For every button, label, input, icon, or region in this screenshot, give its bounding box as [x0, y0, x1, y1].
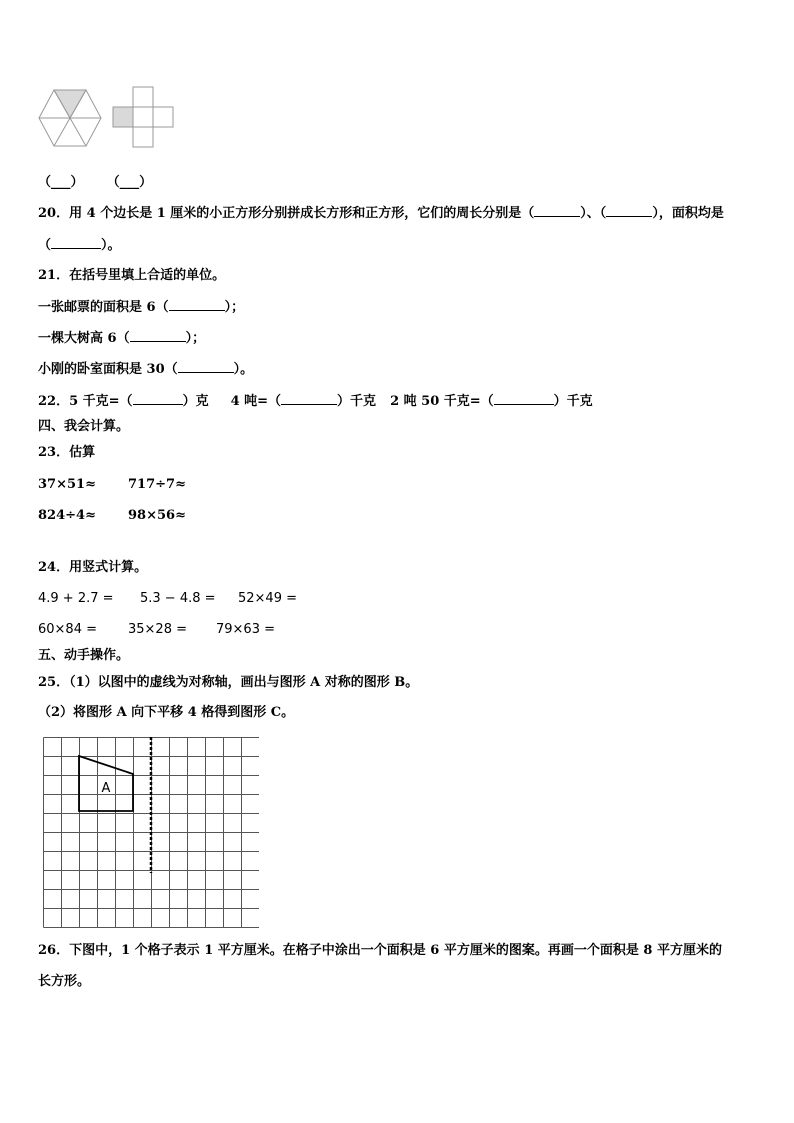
figure-answer-row	[38, 174, 152, 192]
question-number: 20．	[38, 206, 70, 221]
item-text: ）千克	[553, 394, 593, 409]
item-text: 一张邮票的面积是 6（	[38, 300, 169, 315]
question-text: ）、（	[580, 206, 607, 221]
question-25-part2: （2）将图形 A 向下平移 4 格得到图形 C。	[38, 705, 295, 720]
cube-net-figure	[111, 86, 175, 148]
question-number: 22．	[38, 394, 70, 409]
answer-blank[interactable]	[606, 204, 652, 217]
question-24	[38, 559, 147, 577]
answer-blank-hexagon[interactable]: （___）	[38, 175, 84, 190]
question-20	[38, 204, 724, 223]
calc-item: 52×49 =	[238, 591, 298, 606]
item-text: ）千克	[337, 394, 377, 409]
shape-a-label: A	[101, 781, 111, 796]
answer-blank[interactable]	[178, 360, 234, 373]
question-number: 25．	[38, 675, 70, 690]
question-title: 在括号里填上合适的单位。	[69, 268, 226, 283]
question-number: 24．	[38, 560, 70, 575]
question-text: ）。	[101, 238, 121, 253]
item-text: 2 吨 50 千克=（	[390, 394, 494, 409]
item-text: 4 吨=（	[230, 394, 282, 409]
grid-figure[interactable]	[43, 737, 259, 929]
question-title: 用竖式计算。	[69, 560, 148, 575]
item-text: ）克	[182, 394, 209, 409]
question-20-cont	[38, 236, 121, 255]
calc-row	[38, 621, 275, 639]
question-26-cont: 长方形。	[38, 974, 91, 989]
item-text: 5 千克=（	[69, 394, 133, 409]
answer-blank[interactable]	[130, 329, 186, 342]
question-26	[38, 942, 722, 960]
question-22	[38, 392, 593, 411]
answer-blank[interactable]	[51, 236, 101, 249]
item-text: ）。	[233, 362, 254, 377]
calc-item: 60×84 =	[38, 622, 98, 637]
question-21-item	[38, 329, 205, 348]
calc-item: 79×63 =	[216, 622, 276, 637]
estimate-item: 98×56≈	[128, 508, 186, 523]
calc-item: 5.3 − 4.8 =	[140, 591, 216, 606]
item-text: ）；	[224, 300, 245, 315]
question-number: 23．	[38, 445, 70, 460]
calc-item: 35×28 =	[128, 622, 188, 637]
question-text: 用 4 个边长是 1 厘米的小正方形分别拼成长方形和正方形，它们的周长分别是（	[69, 206, 535, 221]
question-21	[38, 267, 225, 285]
question-text: ），面积均是	[652, 206, 724, 221]
question-text: 下图中，1 个格子表示 1 平方厘米。在格子中涂出一个面积是 6 平方厘米的图案。再画一个面积是 8 平方厘米的	[69, 943, 722, 958]
question-number: 26．	[38, 943, 70, 958]
question-25-part1	[38, 674, 418, 692]
item-text: ）；	[185, 331, 206, 346]
hexagon-figure	[38, 88, 102, 148]
estimate-item: 824÷4≈	[38, 508, 96, 523]
question-text: （	[38, 238, 52, 253]
question-title: 估算	[69, 445, 96, 460]
question-text: （1）以图中的虚线为对称轴，画出与图形 A 对称的图形 B。	[69, 675, 419, 690]
question-21-item	[38, 298, 244, 317]
answer-blank[interactable]	[281, 392, 337, 405]
answer-blank[interactable]	[494, 392, 554, 405]
estimate-row	[38, 476, 186, 494]
question-21-item	[38, 360, 253, 379]
question-number: 21．	[38, 268, 70, 283]
section-title: 五、动手操作。	[38, 648, 130, 663]
calc-row	[38, 590, 297, 608]
estimate-item: 717÷7≈	[128, 477, 186, 492]
item-text: 一棵大树高 6（	[38, 331, 130, 346]
answer-blank[interactable]	[169, 298, 225, 311]
calc-item: 4.9 + 2.7 =	[38, 591, 114, 606]
section-title: 四、我会计算。	[38, 419, 130, 434]
item-text: 小刚的卧室面积是 30（	[38, 362, 178, 377]
answer-blank[interactable]	[133, 392, 183, 405]
question-23	[38, 444, 95, 462]
answer-blank-cube-net[interactable]: （___）	[106, 175, 153, 190]
estimate-row	[38, 507, 186, 525]
answer-blank[interactable]	[534, 204, 580, 217]
estimate-item: 37×51≈	[38, 477, 96, 492]
